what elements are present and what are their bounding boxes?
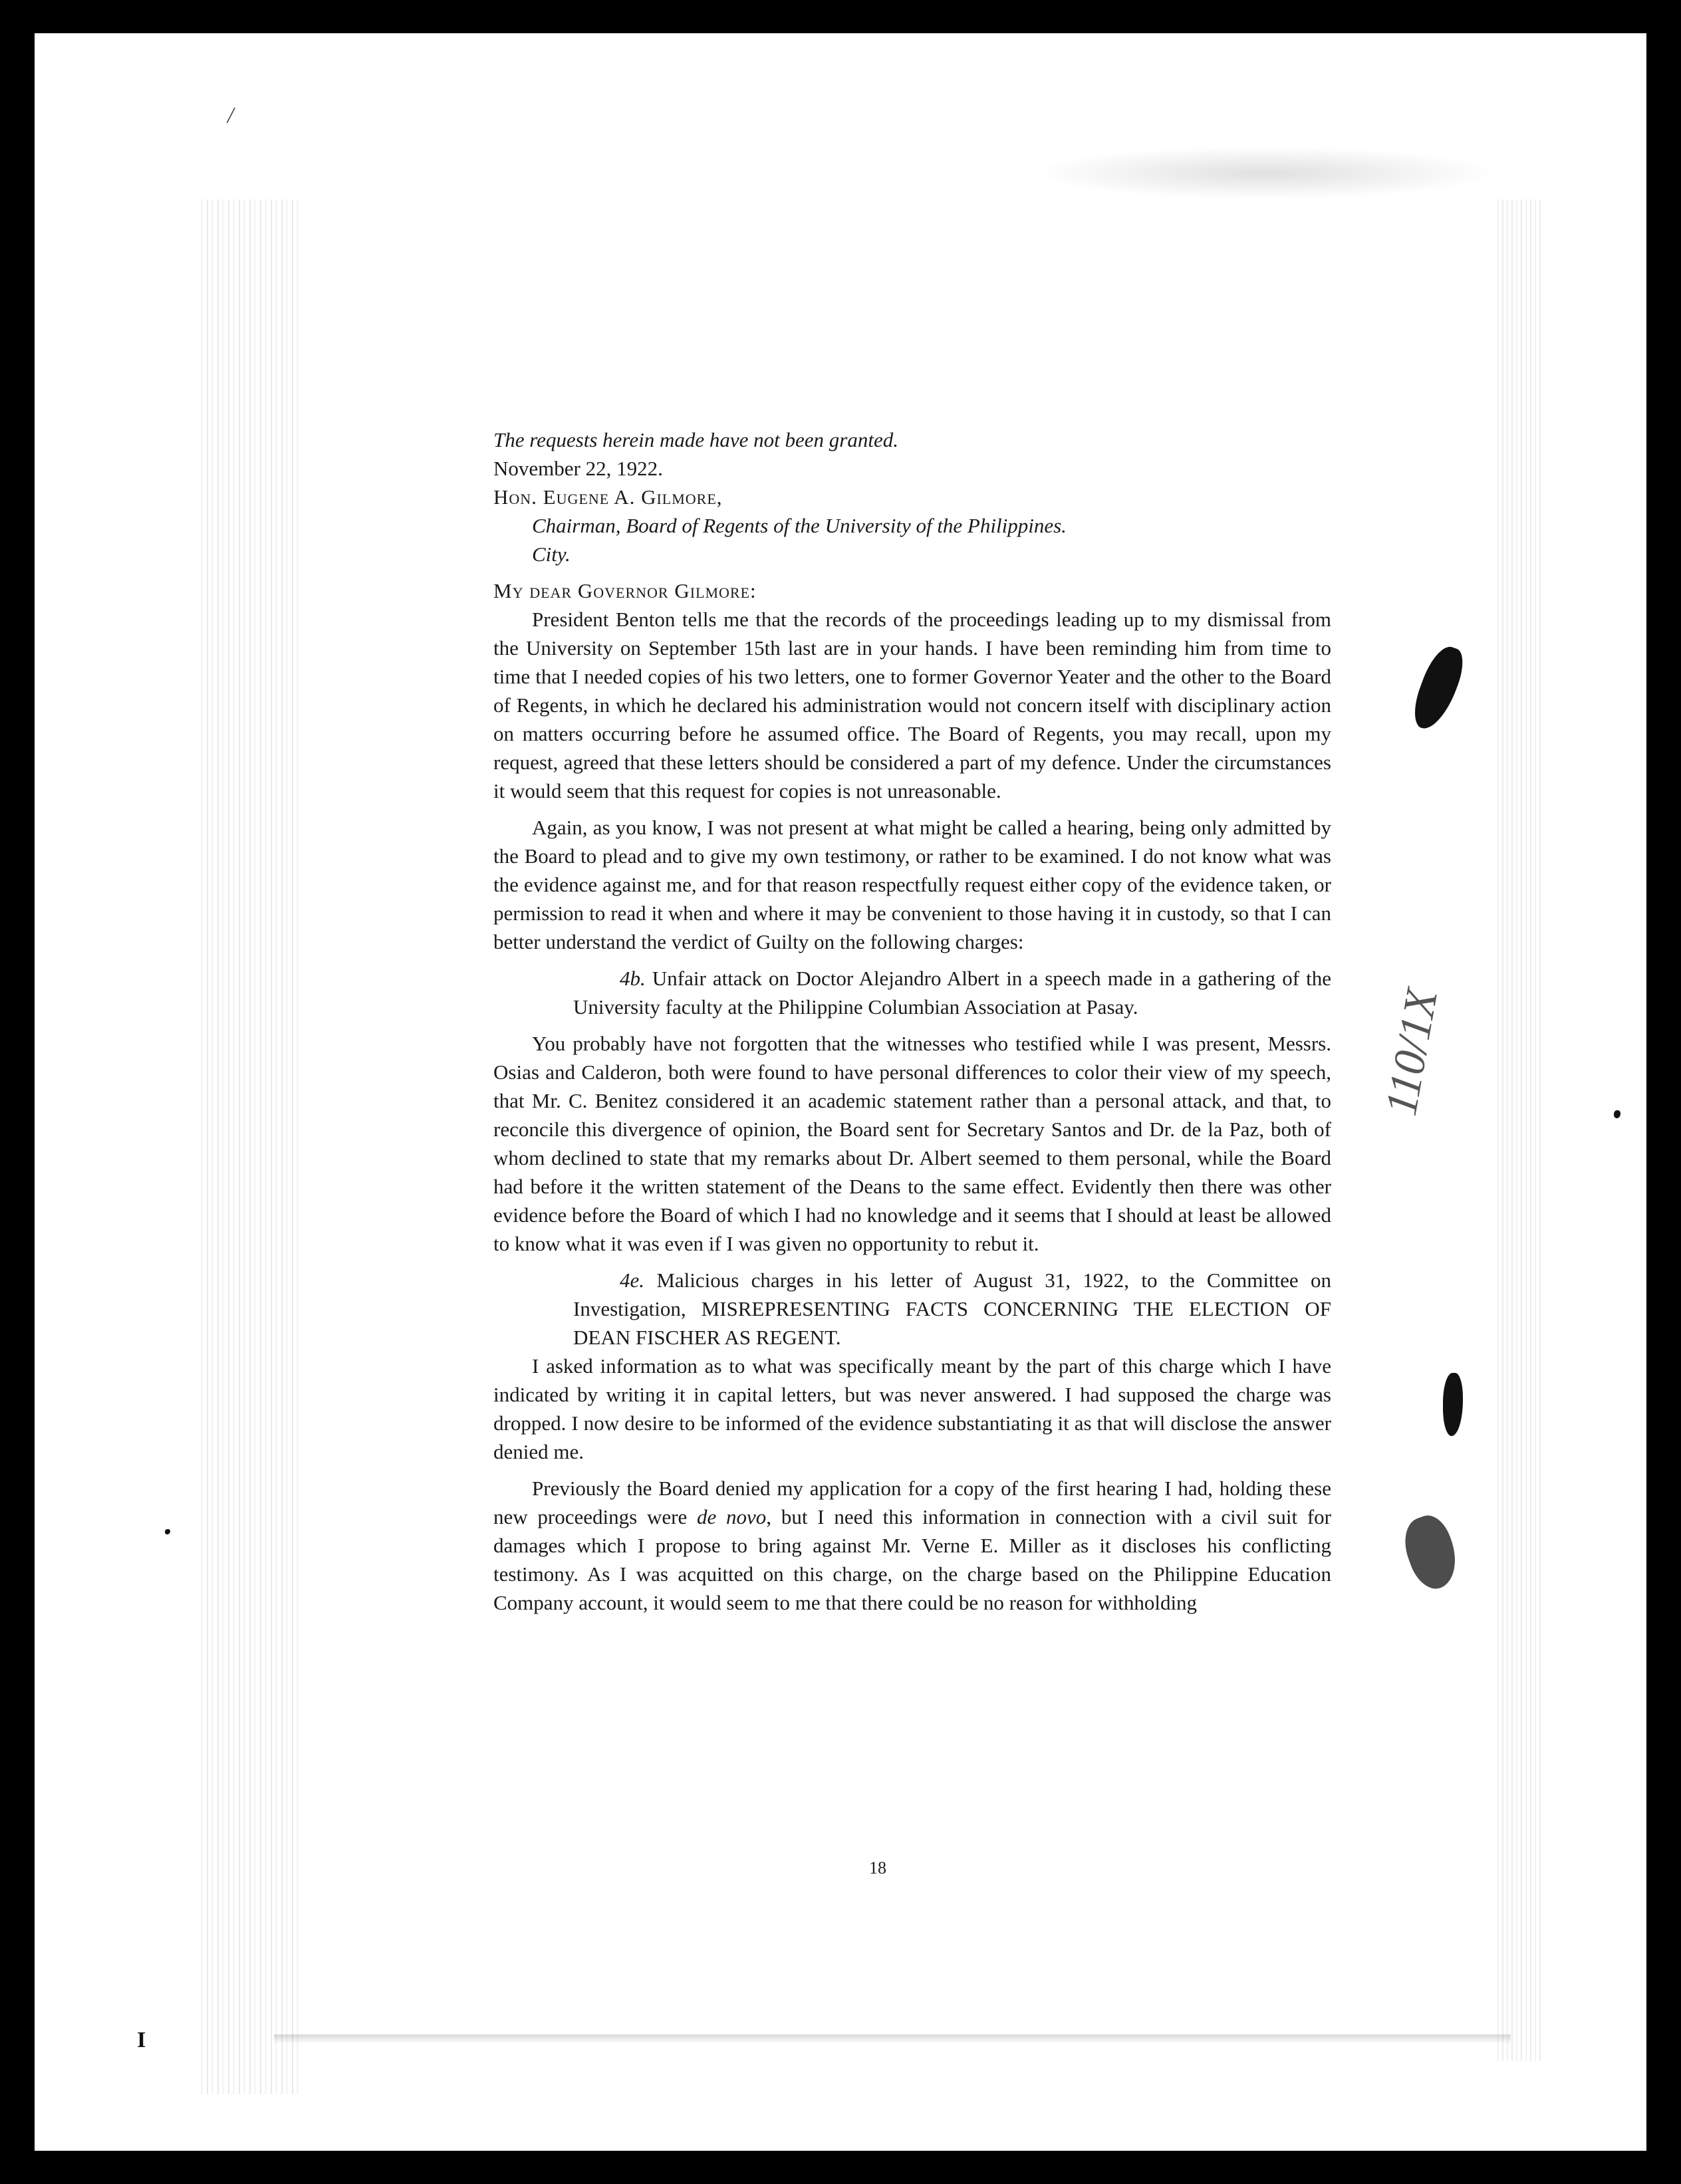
- charge-4e-label: 4e.: [620, 1269, 645, 1292]
- page-edge-left: [201, 199, 301, 2094]
- paragraph-5-part-b: , but I need this information in connection with a civil suit for damages which I propose to bring against Mr. Verne E. Miller as it discloses his conflicting testimony. As I was acquitted on this charge, on the charge based on the Philippine Education Company account, it would seem to me that there could be no reason for withholding: [493, 1505, 1331, 1614]
- salutation: My dear Governor Gilmore:: [493, 579, 757, 602]
- paragraph-3: You probably have not forgotten that the witnesses who testified while I was present, Messrs. Osias and Calderon, both were found to have personal differences to color their view of my speech, that Mr. C. Benitez considered it an academic statement rather than a personal attack, and that, to reconcile this divergence of opinion, the Board sent for Secretary Santos and Dr. de la Paz, both of whom declined to state that my remarks about Dr. Albert seemed to them personal, while the Board had before it the written statement of the Deans to the same effect. Evidently then there was other evidence before the Board of which I had no knowledge and it seems that I should at least be allowed to know what it was even if I was given no opportunity to rebut it.: [493, 1032, 1331, 1255]
- page-edge-right: [1497, 199, 1544, 2061]
- addressee-name: Hon. Eugene A. Gilmore,: [493, 485, 723, 509]
- paragraph-2: Again, as you know, I was not present at what might be called a hearing, being only admitted by the Board to plead and to give my own testimony, or rather to be examined. I do not know what was the evidence against me, and for that reason respectfully request either copy of the evidence taken, or permission to read it when and where it may be convenient to those having it in custody, so that I can better understand the verdict of Guilty on the following charges:: [493, 816, 1331, 953]
- bottom-edge: [274, 2034, 1511, 2044]
- page-number: 18: [869, 1858, 886, 1878]
- paragraph-5-part-a: Previously the Board denied my application for a copy of the first hearing I had, holding these new proceedings were: [493, 1477, 1331, 1528]
- addressee-city: City.: [532, 543, 571, 566]
- ink-dot: [1614, 1110, 1620, 1118]
- ink-dot: [165, 1529, 170, 1534]
- charge-4b-label: 4b.: [620, 967, 646, 990]
- charge-4e: [493, 1266, 1331, 1352]
- charge-4b-text: Unfair attack on Doctor Alejandro Albert in a speech made in a gathering of the University faculty at the Philippine Columbian Association at Pasay.: [573, 967, 1332, 1019]
- paragraph-5: [493, 1474, 1331, 1617]
- ink-blot: [1443, 1373, 1463, 1436]
- ink-blot: [1396, 1510, 1465, 1594]
- footer-mark: I: [137, 2028, 146, 2052]
- ink-blot: [1407, 642, 1469, 735]
- charge-4e-text: Malicious charges in his letter of August 31, 1922, to the Committee on Investigation, MISREPRESENTING FACTS CONCERNING THE ELECTION OF DEAN FISCHER AS REGENT.: [573, 1269, 1332, 1349]
- note-line: The requests herein made have not been granted.: [493, 428, 898, 451]
- top-smudge: [1032, 146, 1497, 199]
- paragraph-4: I asked information as to what was specifically meant by the part of this charge which I have indicated by writing it in capital letters, but was never answered. I had supposed the charge was dropped. I now desire to be informed of the evidence substantiating it as that will disclose the answer denied me.: [493, 1354, 1331, 1463]
- scanned-page: [35, 33, 1646, 2151]
- letter-date: November 22, 1922.: [493, 457, 663, 480]
- letter-body: [493, 425, 1331, 1617]
- addressee-title: Chairman, Board of Regents of the University of the Philippines.: [532, 514, 1067, 537]
- side-handwritten-mark: 110/1X: [1374, 985, 1448, 1120]
- paragraph-5-italic: de novo: [697, 1505, 767, 1528]
- paragraph-1: President Benton tells me that the records of the proceedings leading up to my dismissal from the University on September 15th last are in your hands. I have been reminding him from time to time that I needed copies of his two letters, one to former Governor Yeater and the other to the Board of Regents, in which he declared his administration would not concern itself with disciplinary action on matters occurring before he assumed office. The Board of Regents, you may recall, upon my request, agreed that these letters should be considered a part of my defence. Under the circumstances it would seem that this request for copies is not unreasonable.: [493, 608, 1331, 802]
- header-mark: /: [227, 103, 234, 128]
- charge-4b: [493, 964, 1331, 1021]
